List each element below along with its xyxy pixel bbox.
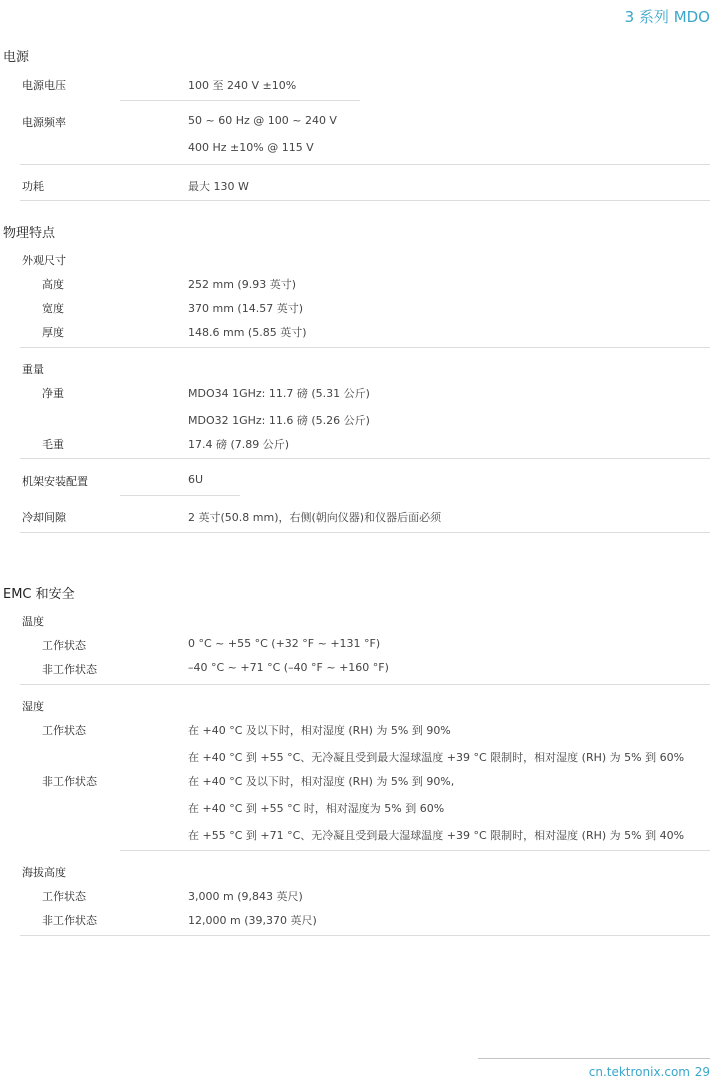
depth-label: 厚度: [42, 326, 64, 339]
altitude-label: 海拔高度: [22, 866, 66, 879]
temp-nonoperating-value: –40 °C ~ +71 °C (–40 °F ~ +160 °F): [188, 661, 389, 674]
temperature-label: 温度: [22, 615, 44, 628]
weight-label: 重量: [22, 363, 44, 376]
temp-operating-label: 工作状态: [42, 639, 86, 652]
net-weight-label: 净重: [42, 387, 64, 400]
altitude-nonoperating-label: 非工作状态: [42, 914, 97, 927]
divider: [20, 164, 710, 165]
humidity-nonoperating-value-3: 在 +55 °C 到 +71 °C、无冷凝且受到最大湿球温度 +39 °C 限制时，相对湿度 (RH) 为 5% 到 40%: [188, 829, 685, 842]
divider: [120, 850, 710, 851]
altitude-nonoperating-value: 12,000 m (39,370 英尺): [188, 914, 317, 927]
divider: [20, 532, 710, 533]
section-title-power: 电源: [3, 50, 30, 65]
humidity-nonoperating-value-1: 在 +40 °C 及以下时，相对湿度 (RH) 为 5% 到 90%,: [188, 775, 455, 788]
divider: [20, 935, 710, 936]
humidity-nonoperating-value-2: 在 +40 °C 到 +55 °C 时，相对湿度为 5% 到 60%: [188, 802, 445, 815]
net-weight-value-1: MDO34 1GHz: 11.7 磅 (5.31 公斤): [188, 387, 370, 400]
humidity-label: 湿度: [22, 700, 44, 713]
gross-weight-value: 17.4 磅 (7.89 公斤): [188, 438, 290, 451]
rack-config-value: 6U: [188, 473, 204, 486]
width-label: 宽度: [42, 302, 64, 315]
humidity-operating-value-2: 在 +40 °C 到 +55 °C、无冷凝且受到最大湿球温度 +39 °C 限制时，相对湿度 (RH) 为 5% 到 60%: [188, 751, 685, 764]
net-weight-value-2: MDO32 1GHz: 11.6 磅 (5.26 公斤): [188, 414, 370, 427]
divider: [120, 100, 360, 101]
height-label: 高度: [42, 278, 64, 291]
divider: [20, 684, 710, 685]
page-number: 29: [694, 1065, 710, 1079]
power-frequency-label: 电源频率: [22, 116, 66, 129]
gross-weight-label: 毛重: [42, 438, 64, 451]
altitude-operating-value: 3,000 m (9,843 英尺): [188, 890, 303, 903]
power-consumption-label: 功耗: [22, 180, 44, 193]
divider: [20, 200, 710, 201]
dimensions-label: 外观尺寸: [22, 254, 66, 267]
cooling-value: 2 英寸(50.8 mm)，右侧(朝向仪器)和仪器后面必须: [188, 511, 442, 524]
height-value: 252 mm (9.93 英寸): [188, 278, 296, 291]
temp-operating-value: 0 °C ~ +55 °C (+32 °F ~ +131 °F): [188, 637, 381, 650]
running-header-title: 3 系列 MDO: [624, 8, 710, 26]
section-title-emc: EMC 和安全: [3, 587, 75, 602]
footer-url[interactable]: cn.tektronix.com: [588, 1065, 690, 1079]
power-frequency-value-2: 400 Hz ±10% @ 115 V: [188, 141, 314, 154]
humidity-nonoperating-label: 非工作状态: [42, 775, 97, 788]
humidity-operating-label: 工作状态: [42, 724, 86, 737]
power-consumption-value: 最大 130 W: [188, 180, 249, 193]
altitude-operating-label: 工作状态: [42, 890, 86, 903]
power-voltage-label: 电源电压: [22, 79, 66, 92]
power-voltage-value: 100 至 240 V ±10%: [188, 79, 297, 92]
width-value: 370 mm (14.57 英寸): [188, 302, 303, 315]
depth-value: 148.6 mm (5.85 英寸): [188, 326, 307, 339]
divider: [120, 495, 240, 496]
section-title-physical: 物理特点: [3, 226, 56, 241]
divider: [20, 347, 710, 348]
humidity-operating-value-1: 在 +40 °C 及以下时，相对湿度 (RH) 为 5% 到 90%: [188, 724, 451, 737]
rack-config-label: 机架安装配置: [22, 475, 88, 488]
power-frequency-value-1: 50 ~ 60 Hz @ 100 ~ 240 V: [188, 114, 337, 127]
footer-divider: [478, 1058, 710, 1059]
divider: [20, 458, 710, 459]
temp-nonoperating-label: 非工作状态: [42, 663, 97, 676]
cooling-label: 冷却间隙: [22, 511, 66, 524]
